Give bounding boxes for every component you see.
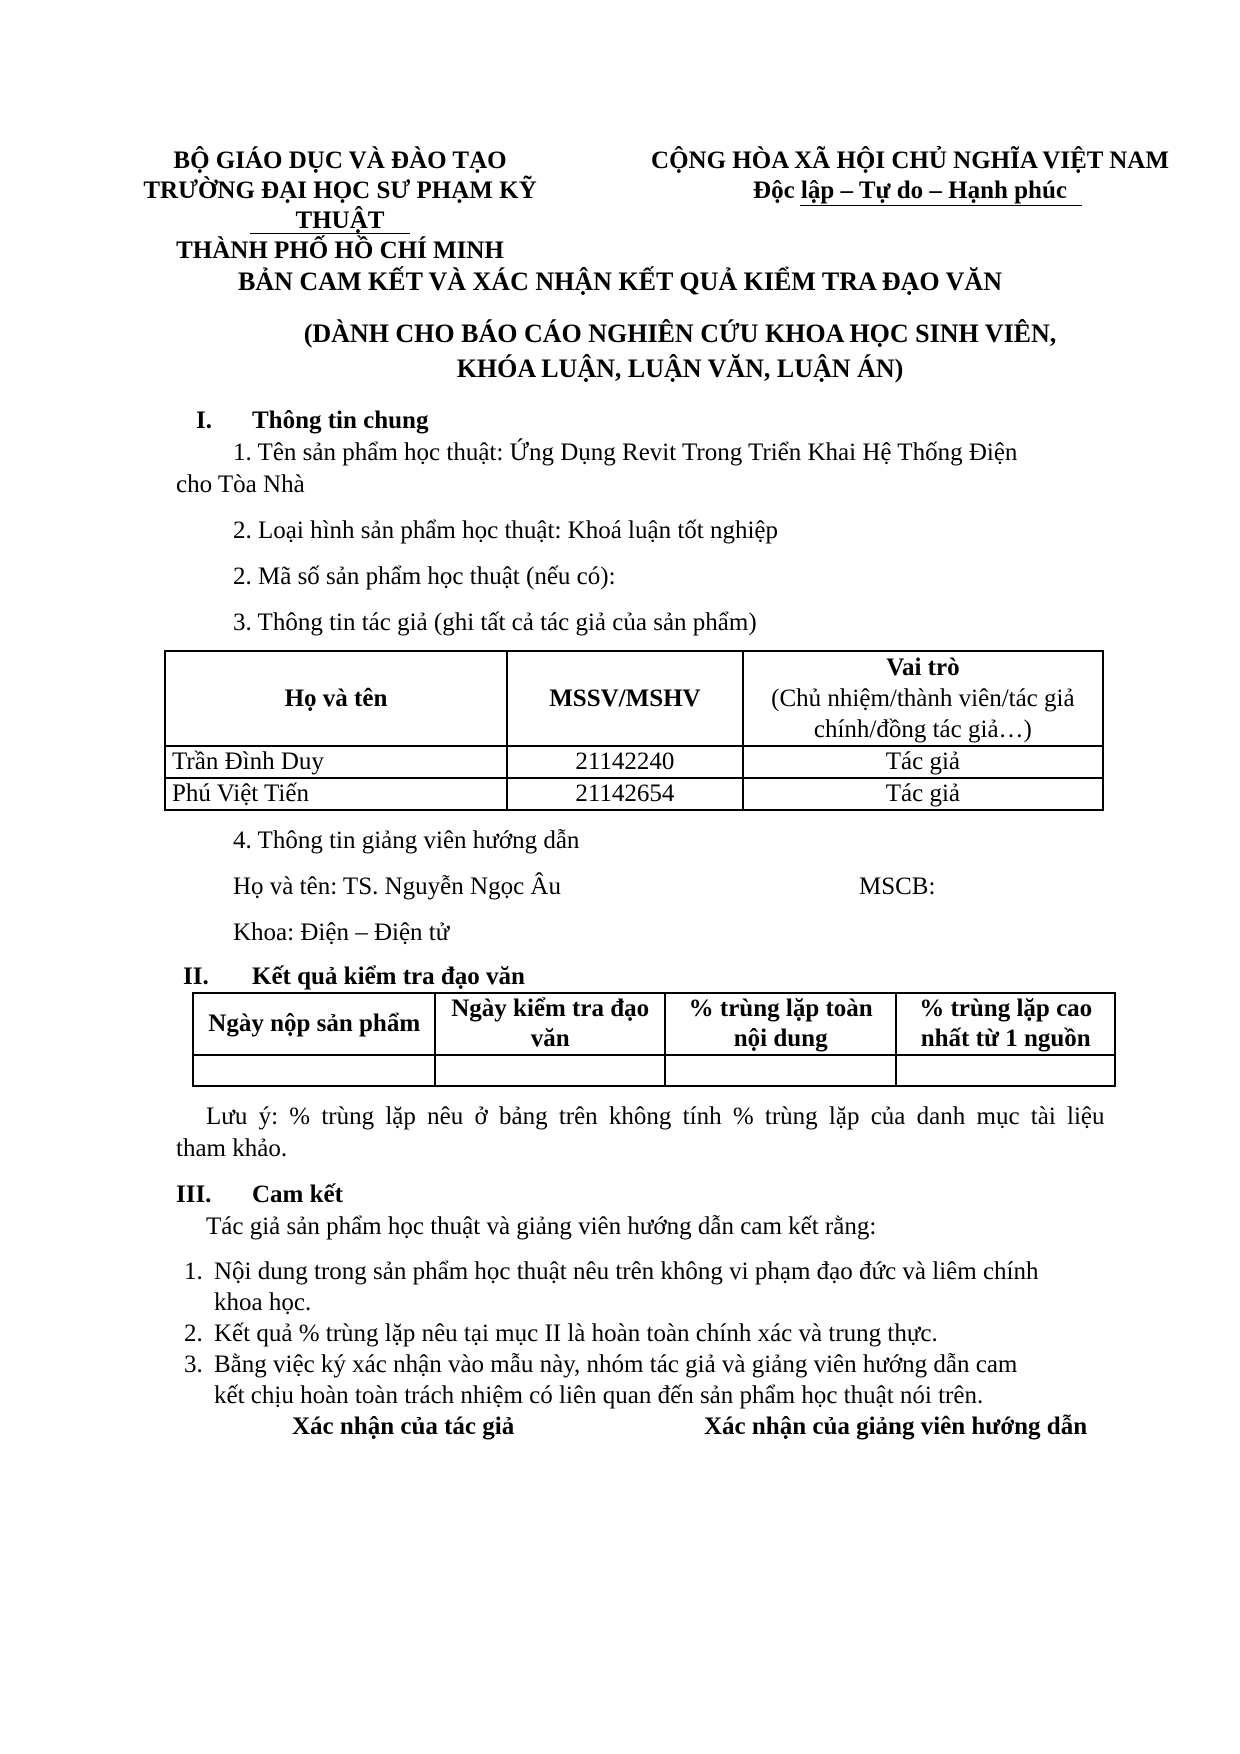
author-role: Tác giả <box>743 778 1103 810</box>
list-item <box>184 1318 1114 1349</box>
list-item-number: 1. <box>184 1258 203 1285</box>
section-3-heading: Cam kết <box>252 1181 343 1208</box>
authors-table-header <box>165 651 1103 746</box>
col-role-title: Vai trò <box>886 654 960 681</box>
product-type: 2. Loại hình sản phẩm học thuật: Khoá luận tốt nghiệp <box>233 517 779 544</box>
col-student-id: MSSV/MSHV <box>507 651 743 746</box>
motto: Độc lập – Tự do – Hạnh phúc <box>753 177 1067 204</box>
list-item-text: Kết quả % trùng lặp nêu tại mục II là hoàn toàn chính xác và trung thực. <box>214 1320 938 1347</box>
section-2-number: II. <box>183 963 209 990</box>
document-title: BẢN CAM KẾT VÀ XÁC NHẬN KẾT QUẢ KIỂM TRA ĐẠO VĂN <box>238 267 1002 296</box>
product-code: 2. Mã số sản phẩm học thuật (nếu có): <box>233 563 616 590</box>
col-role-sub: (Chủ nhiệm/thành viên/tác giả chính/đồng tác giả…) <box>771 685 1075 743</box>
col-max-source-similarity: % trùng lặp cao nhất từ 1 nguồn <box>896 993 1115 1055</box>
author-name: Trần Đình Duy <box>165 746 507 778</box>
author-role: Tác giả <box>743 746 1103 778</box>
plagiarism-table <box>192 992 1116 1087</box>
advisor-faculty: Khoa: Điện – Điện tử <box>233 919 450 946</box>
col-check-date: Ngày kiểm tra đạo văn <box>435 993 664 1055</box>
author-id: 21142654 <box>507 778 743 810</box>
header-left-underline <box>250 233 410 234</box>
list-item <box>184 1349 1114 1411</box>
list-item <box>184 1256 1114 1318</box>
product-name-line1: 1. Tên sản phẩm học thuật: Ứng Dụng Revit Trong Triển Khai Hệ Thống Điện <box>233 439 1018 466</box>
plagiarism-table-header <box>193 993 1115 1055</box>
advisor-signature-label: Xác nhận của giảng viên hướng dẫn <box>704 1413 1088 1440</box>
header-republic <box>640 146 1180 206</box>
country-name: CỘNG HÒA XÃ HỘI CHỦ NGHĨA VIỆT NAM <box>651 147 1169 174</box>
submit-date-cell <box>193 1055 435 1086</box>
commitment-intro: Tác giả sản phẩm học thuật và giảng viên hướng dẫn cam kết rằng: <box>206 1213 877 1240</box>
section-3-number: III. <box>176 1181 212 1208</box>
document-subtitle-2: KHÓA LUẬN, LUẬN VĂN, LUẬN ÁN) <box>456 354 904 383</box>
author-name: Phú Việt Tiến <box>165 778 507 810</box>
max-source-similarity-cell <box>896 1055 1115 1086</box>
note-line2: tham khảo. <box>176 1135 288 1162</box>
advisor-name: Họ và tên: TS. Nguyễn Ngọc Âu <box>233 873 561 900</box>
list-item-text-cont: khoa học. <box>214 1289 312 1316</box>
section-1-number: I. <box>196 407 212 434</box>
product-name-line2: cho Tòa Nhà <box>176 471 305 498</box>
col-role <box>743 651 1103 746</box>
table-row <box>165 746 1103 778</box>
city-name: THÀNH PHỐ HỒ CHÍ MINH <box>176 237 504 264</box>
author-signature-label: Xác nhận của tác giả <box>292 1413 515 1440</box>
total-similarity-cell <box>665 1055 896 1086</box>
list-item-text-cont: kết chịu hoàn toàn trách nhiệm có liên quan đến sản phẩm học thuật nói trên. <box>214 1382 984 1409</box>
authors-table <box>164 650 1104 811</box>
header-ministry <box>100 146 580 266</box>
header-right-underline <box>800 205 1082 206</box>
section-1-heading: Thông tin chung <box>252 407 429 434</box>
advisor-mscb: MSCB: <box>859 873 936 900</box>
col-total-similarity: % trùng lặp toàn nội dung <box>665 993 896 1055</box>
list-item-text: Nội dung trong sản phẩm học thuật nêu trên không vi phạm đạo đức và liêm chính <box>214 1258 1039 1285</box>
table-row <box>193 1055 1115 1086</box>
col-submit-date: Ngày nộp sản phẩm <box>193 993 435 1055</box>
advisor-heading: 4. Thông tin giảng viên hướng dẫn <box>233 827 580 854</box>
check-date-cell <box>435 1055 664 1086</box>
author-id: 21142240 <box>507 746 743 778</box>
document-subtitle-1: (DÀNH CHO BÁO CÁO NGHIÊN CỨU KHOA HỌC SINH VIÊN, <box>303 319 1057 348</box>
list-item-text: Bằng việc ký xác nhận vào mẫu này, nhóm tác giả và giảng viên hướng dẫn cam <box>214 1351 1018 1378</box>
university-name: TRƯỜNG ĐẠI HỌC SƯ PHẠM KỸ THUẬT <box>143 177 537 234</box>
ministry-name: BỘ GIÁO DỤC VÀ ĐÀO TẠO <box>173 147 507 174</box>
author-info-heading: 3. Thông tin tác giả (ghi tất cả tác giả của sản phẩm) <box>233 609 757 636</box>
table-row <box>165 778 1103 810</box>
list-item-number: 2. <box>184 1320 203 1347</box>
col-name: Họ và tên <box>165 651 507 746</box>
note-line1: Lưu ý: % trùng lặp nêu ở bảng trên không tính % trùng lặp của danh mục tài liệu <box>206 1103 1105 1130</box>
list-item-number: 3. <box>184 1351 203 1378</box>
section-2-heading: Kết quả kiểm tra đạo văn <box>252 963 525 990</box>
